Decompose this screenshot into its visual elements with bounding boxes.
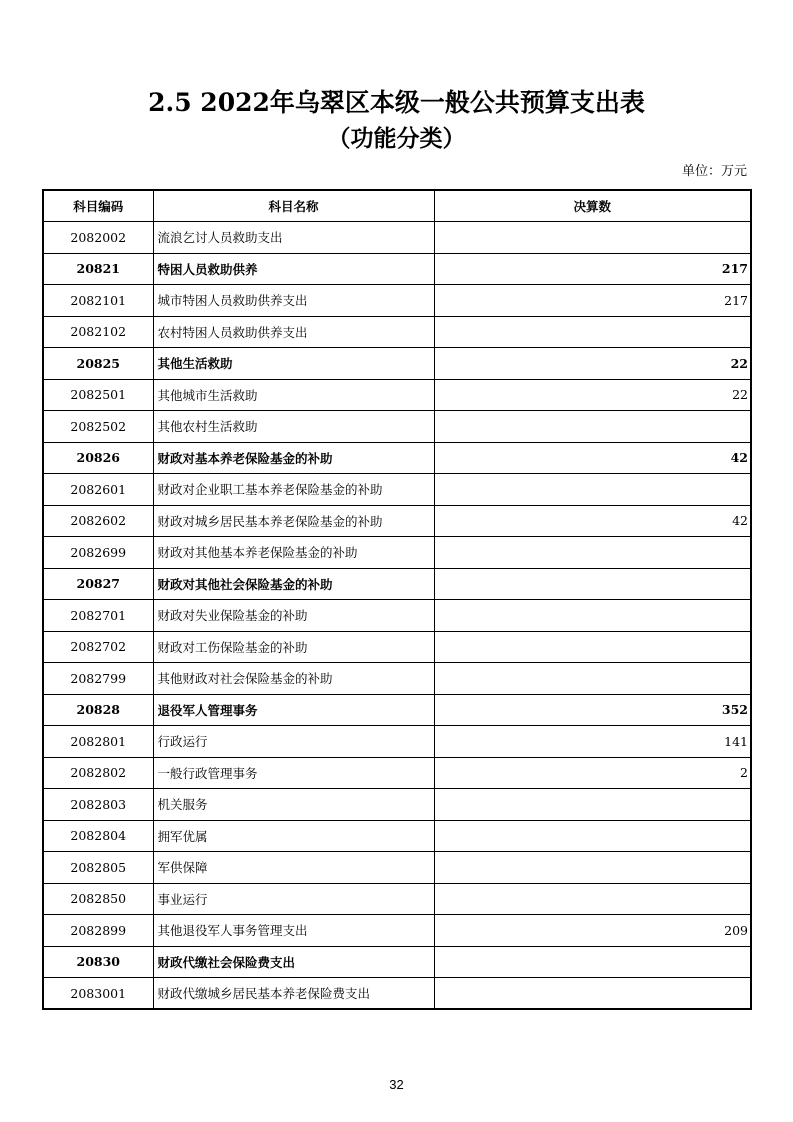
cell-name: 其他财政对社会保险基金的补助 <box>153 663 434 695</box>
table-row <box>43 537 751 569</box>
table-row <box>43 631 751 663</box>
table-row <box>43 694 751 726</box>
cell-name: 退役军人管理事务 <box>153 694 434 726</box>
cell-name: 事业运行 <box>153 883 434 915</box>
cell-code: 2082702 <box>43 631 153 663</box>
cell-amount: 141 <box>434 726 751 758</box>
cell-name: 财政对失业保险基金的补助 <box>153 600 434 632</box>
cell-name: 财政对其他社会保险基金的补助 <box>153 568 434 600</box>
cell-name: 行政运行 <box>153 726 434 758</box>
cell-code: 2082803 <box>43 789 153 821</box>
cell-name: 机关服务 <box>153 789 434 821</box>
table-row <box>43 316 751 348</box>
budget-table <box>42 189 752 1010</box>
cell-code: 2082102 <box>43 316 153 348</box>
table-row <box>43 915 751 947</box>
cell-amount <box>434 537 751 569</box>
cell-name: 其他生活救助 <box>153 348 434 380</box>
table-row <box>43 946 751 978</box>
table-row <box>43 411 751 443</box>
cell-amount <box>434 663 751 695</box>
cell-name: 其他农村生活救助 <box>153 411 434 443</box>
unit-label: 单位：万元 <box>681 164 747 179</box>
cell-amount <box>434 820 751 852</box>
cell-name: 特困人员救助供养 <box>153 253 434 285</box>
table-row <box>43 663 751 695</box>
cell-amount: 22 <box>434 348 751 380</box>
cell-name: 农村特困人员救助供养支出 <box>153 316 434 348</box>
cell-amount <box>434 631 751 663</box>
cell-code: 2082501 <box>43 379 153 411</box>
cell-code: 2082699 <box>43 537 153 569</box>
table-row <box>43 568 751 600</box>
table-row <box>43 505 751 537</box>
cell-amount <box>434 222 751 254</box>
cell-code: 20825 <box>43 348 153 380</box>
cell-amount: 22 <box>434 379 751 411</box>
cell-amount: 217 <box>434 285 751 317</box>
cell-amount: 209 <box>434 915 751 947</box>
cell-amount: 352 <box>434 694 751 726</box>
cell-name: 财政对城乡居民基本养老保险基金的补助 <box>153 505 434 537</box>
table-row <box>43 474 751 506</box>
table-row <box>43 379 751 411</box>
cell-name: 拥军优属 <box>153 820 434 852</box>
cell-code: 2082002 <box>43 222 153 254</box>
document-subtitle: （功能分类） <box>327 125 466 152</box>
cell-amount <box>434 568 751 600</box>
cell-code: 2082701 <box>43 600 153 632</box>
table-row <box>43 253 751 285</box>
cell-amount <box>434 316 751 348</box>
table-row <box>43 222 751 254</box>
cell-code: 20830 <box>43 946 153 978</box>
table-row <box>43 757 751 789</box>
cell-amount <box>434 946 751 978</box>
cell-amount: 42 <box>434 442 751 474</box>
cell-amount <box>434 789 751 821</box>
cell-code: 2082601 <box>43 474 153 506</box>
cell-amount <box>434 883 751 915</box>
cell-code: 2082850 <box>43 883 153 915</box>
cell-amount <box>434 411 751 443</box>
cell-name: 财政对企业职工基本养老保险基金的补助 <box>153 474 434 506</box>
cell-name: 财政对工伤保险基金的补助 <box>153 631 434 663</box>
header-code: 科目编码 <box>43 190 153 222</box>
cell-amount: 2 <box>434 757 751 789</box>
cell-name: 其他退役军人事务管理支出 <box>153 915 434 947</box>
cell-code: 2082805 <box>43 852 153 884</box>
table-row <box>43 883 751 915</box>
cell-code: 2082899 <box>43 915 153 947</box>
table-row <box>43 600 751 632</box>
cell-name: 城市特困人员救助供养支出 <box>153 285 434 317</box>
cell-name: 财政对基本养老保险基金的补助 <box>153 442 434 474</box>
cell-code: 2083001 <box>43 978 153 1010</box>
table-header-row <box>43 190 751 222</box>
cell-code: 2082799 <box>43 663 153 695</box>
cell-code: 20821 <box>43 253 153 285</box>
table-row <box>43 442 751 474</box>
cell-code: 20827 <box>43 568 153 600</box>
table-row <box>43 789 751 821</box>
cell-code: 2082804 <box>43 820 153 852</box>
cell-amount: 42 <box>434 505 751 537</box>
table-row <box>43 285 751 317</box>
cell-name: 财政对其他基本养老保险基金的补助 <box>153 537 434 569</box>
cell-name: 财政代缴城乡居民基本养老保险费支出 <box>153 978 434 1010</box>
page-number: 32 <box>389 1077 404 1092</box>
table-row <box>43 852 751 884</box>
header-name: 科目名称 <box>153 190 434 222</box>
document-title: 2.5 2022年乌翠区本级一般公共预算支出表 <box>148 88 645 117</box>
cell-code: 20828 <box>43 694 153 726</box>
cell-code: 20826 <box>43 442 153 474</box>
cell-amount <box>434 474 751 506</box>
header-amount: 决算数 <box>434 190 751 222</box>
cell-amount: 217 <box>434 253 751 285</box>
cell-amount <box>434 978 751 1010</box>
cell-name: 军供保障 <box>153 852 434 884</box>
cell-code: 2082801 <box>43 726 153 758</box>
cell-name: 其他城市生活救助 <box>153 379 434 411</box>
cell-amount <box>434 600 751 632</box>
cell-amount <box>434 852 751 884</box>
table-row <box>43 348 751 380</box>
cell-name: 一般行政管理事务 <box>153 757 434 789</box>
cell-code: 2082502 <box>43 411 153 443</box>
cell-code: 2082602 <box>43 505 153 537</box>
table-row <box>43 978 751 1010</box>
table-row <box>43 726 751 758</box>
table-row <box>43 820 751 852</box>
cell-name: 流浪乞讨人员救助支出 <box>153 222 434 254</box>
cell-name: 财政代缴社会保险费支出 <box>153 946 434 978</box>
cell-code: 2082802 <box>43 757 153 789</box>
cell-code: 2082101 <box>43 285 153 317</box>
